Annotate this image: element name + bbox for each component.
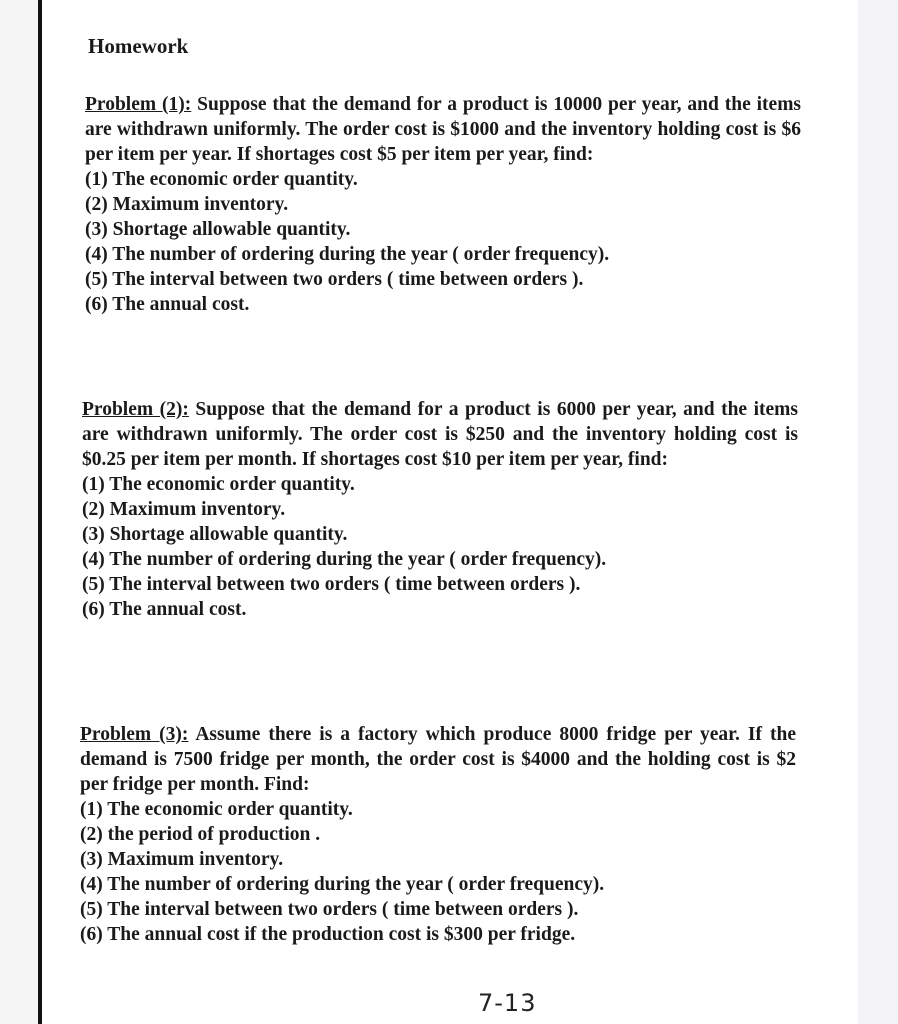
problem-text: Suppose that the demand for a product is 6000 per year, and the items are withdrawn uniformly. The order cost is $250 and the inventory holding cost is $0.25 per item per month. If shortages cost $10 per item per year, find: [82, 399, 799, 470]
problem-3 [80, 722, 796, 947]
question-item: (1) The economic order quantity. [80, 799, 353, 820]
question-item: (5) The interval between two orders ( time between orders ). [82, 574, 581, 595]
question-item: (6) The annual cost. [82, 599, 247, 620]
page-edge-shadow [38, 0, 42, 1024]
question-list [80, 797, 796, 947]
question-item: (4) The number of ordering during the year ( order frequency). [82, 549, 607, 570]
problem-2 [82, 397, 798, 622]
viewer-margin [858, 0, 898, 1024]
handwritten-page-note: 7-13 [478, 989, 537, 1017]
question-item: (3) Maximum inventory. [80, 849, 284, 870]
problem-1 [85, 92, 801, 317]
problem-text: Assume there is a factory which produce 8000 fridge per year. If the demand is 7500 fridge per month, the order cost is $4000 and the holding cost is $2 per fridge per month. Find: [80, 724, 796, 795]
question-list [82, 472, 798, 622]
question-item: (2) Maximum inventory. [85, 194, 289, 215]
problem-label: Problem (1): [85, 94, 192, 115]
question-item: (5) The interval between two orders ( time between orders ). [80, 899, 579, 920]
problem-statement [85, 92, 801, 167]
question-item: (5) The interval between two orders ( time between orders ). [85, 269, 584, 290]
question-item: (2) the period of production . [80, 824, 321, 845]
question-item: (4) The number of ordering during the year ( order frequency). [80, 874, 605, 895]
problem-statement [82, 397, 798, 472]
question-item: (2) Maximum inventory. [82, 499, 286, 520]
question-item: (3) Shortage allowable quantity. [82, 524, 348, 545]
question-item: (6) The annual cost. [85, 294, 250, 315]
problem-label: Problem (2): [82, 399, 189, 420]
problem-statement [80, 722, 796, 797]
question-list [85, 167, 801, 317]
question-item: (1) The economic order quantity. [82, 474, 355, 495]
question-item: (3) Shortage allowable quantity. [85, 219, 351, 240]
page-title: Homework [88, 34, 189, 58]
problem-text: Suppose that the demand for a product is 10000 per year, and the items are withdrawn uniformly. The order cost is $1000 and the inventory holding cost is $6 per item per year. If shortages cost $5 per item per year, find: [85, 94, 802, 165]
question-item: (6) The annual cost if the production cost is $300 per fridge. [80, 924, 576, 945]
problem-label: Problem (3): [80, 724, 189, 745]
question-item: (1) The economic order quantity. [85, 169, 358, 190]
question-item: (4) The number of ordering during the year ( order frequency). [85, 244, 610, 265]
